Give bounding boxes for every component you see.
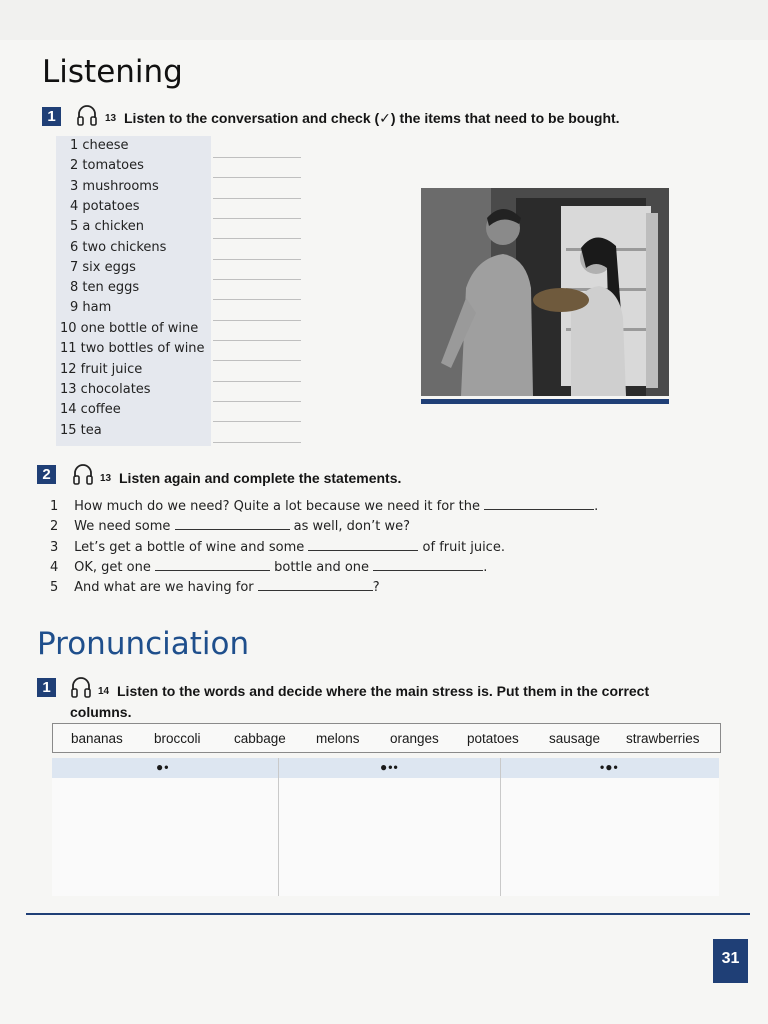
list-item: 6 two chickens	[70, 240, 167, 255]
word-item: bananas	[71, 731, 123, 746]
stress-pattern: •●•	[600, 760, 619, 774]
track-number: 14	[98, 686, 110, 697]
word-bank	[52, 723, 721, 753]
statement-5	[50, 580, 380, 595]
list-item: 11 two bottles of wine	[60, 341, 205, 356]
answer-line[interactable]	[213, 421, 301, 422]
statement-number: 4	[50, 560, 59, 575]
statement-text: bottle and one	[274, 560, 370, 575]
list-item: 8 ten eggs	[70, 280, 140, 295]
photo-couple-at-fridge	[421, 188, 669, 396]
blank-field[interactable]	[484, 499, 594, 510]
exercise-number: 2	[37, 465, 56, 484]
list-item: 15 tea	[60, 423, 102, 438]
answer-line[interactable]	[213, 401, 301, 402]
answer-line[interactable]	[213, 259, 301, 260]
stress-columns-table	[52, 758, 719, 896]
column-divider	[278, 758, 279, 896]
list-item: 10 one bottle of wine	[60, 321, 199, 336]
word-item: strawberries	[626, 731, 700, 746]
answer-line[interactable]	[213, 320, 301, 321]
answer-line[interactable]	[213, 442, 301, 443]
word-item: broccoli	[154, 731, 201, 746]
statement-text: OK, get one	[74, 560, 151, 575]
blank-field[interactable]	[258, 580, 373, 591]
stress-pattern: ●•	[156, 760, 170, 774]
list-item: 14 coffee	[60, 402, 121, 417]
statement-text: .	[483, 560, 488, 575]
statement-text: We need some	[74, 519, 171, 534]
exercise-number: 1	[42, 107, 61, 126]
list-item: 7 six eggs	[70, 260, 136, 275]
statement-2	[50, 519, 410, 534]
exercise-number: 1	[37, 678, 56, 697]
word-item: melons	[316, 731, 360, 746]
statement-3	[50, 540, 505, 555]
list-item: 5 a chicken	[70, 219, 144, 234]
answer-line[interactable]	[213, 299, 301, 300]
word-item: potatoes	[467, 731, 519, 746]
statement-number: 5	[50, 580, 59, 595]
photo-underline	[421, 399, 669, 404]
list-item: 4 potatoes	[70, 199, 140, 214]
answer-line[interactable]	[213, 340, 301, 341]
list-item: 13 chocolates	[60, 382, 151, 397]
headphones-icon	[76, 104, 98, 126]
word-item: sausage	[549, 731, 601, 746]
blank-field[interactable]	[175, 519, 290, 530]
statement-text: as well, don’t we?	[293, 519, 410, 534]
exercise-instruction: Listen to the words and decide where the main stress is. Put them in the correct	[117, 683, 650, 699]
statement-text: Let’s get a bottle of wine and some	[74, 540, 305, 555]
headphones-icon	[70, 676, 92, 698]
word-item: cabbage	[234, 731, 286, 746]
statement-1	[50, 499, 598, 514]
section-title-listening: Listening	[42, 54, 183, 90]
answer-line[interactable]	[213, 238, 301, 239]
blank-field[interactable]	[155, 560, 270, 571]
item-list	[56, 136, 211, 446]
column-divider	[500, 758, 501, 896]
stress-pattern: ●••	[380, 760, 399, 774]
answer-line[interactable]	[213, 198, 301, 199]
list-item: 9 ham	[70, 300, 112, 315]
statement-text: ?	[372, 580, 380, 595]
exercise-instruction-cont: columns.	[70, 704, 132, 720]
track-number: 13	[100, 473, 112, 484]
page-number: 31	[713, 939, 748, 983]
blank-field[interactable]	[308, 540, 418, 551]
blank-field[interactable]	[373, 560, 483, 571]
answer-line[interactable]	[213, 360, 301, 361]
exercise-instruction: Listen again and complete the statements.	[119, 470, 402, 486]
statement-text: And what are we having for	[74, 580, 254, 595]
track-number: 13	[105, 113, 117, 124]
list-item: 12 fruit juice	[60, 362, 143, 377]
photo-illustration	[421, 188, 669, 396]
statement-number: 3	[50, 540, 59, 555]
statement-text: of fruit juice.	[422, 540, 505, 555]
statement-text: How much do we need? Quite a lot because we need it for the	[74, 499, 480, 514]
answer-line[interactable]	[213, 279, 301, 280]
section-title-pronunciation: Pronunciation	[37, 626, 250, 662]
statement-text: .	[594, 499, 599, 514]
statement-number: 2	[50, 519, 59, 534]
list-item: 1 cheese	[70, 138, 129, 153]
statement-number: 1	[50, 499, 59, 514]
answer-line[interactable]	[213, 381, 301, 382]
statement-4	[50, 560, 487, 575]
list-item: 3 mushrooms	[70, 179, 159, 194]
list-item: 2 tomatoes	[70, 158, 144, 173]
answer-line[interactable]	[213, 218, 301, 219]
headphones-icon	[72, 463, 94, 485]
workbook-page	[0, 40, 768, 1024]
word-item: oranges	[390, 731, 439, 746]
answer-line[interactable]	[213, 177, 301, 178]
page-bottom-rule	[26, 913, 750, 915]
answer-line[interactable]	[213, 157, 301, 158]
exercise-instruction: Listen to the conversation and check (✓) the items that need to be bought.	[124, 110, 620, 126]
